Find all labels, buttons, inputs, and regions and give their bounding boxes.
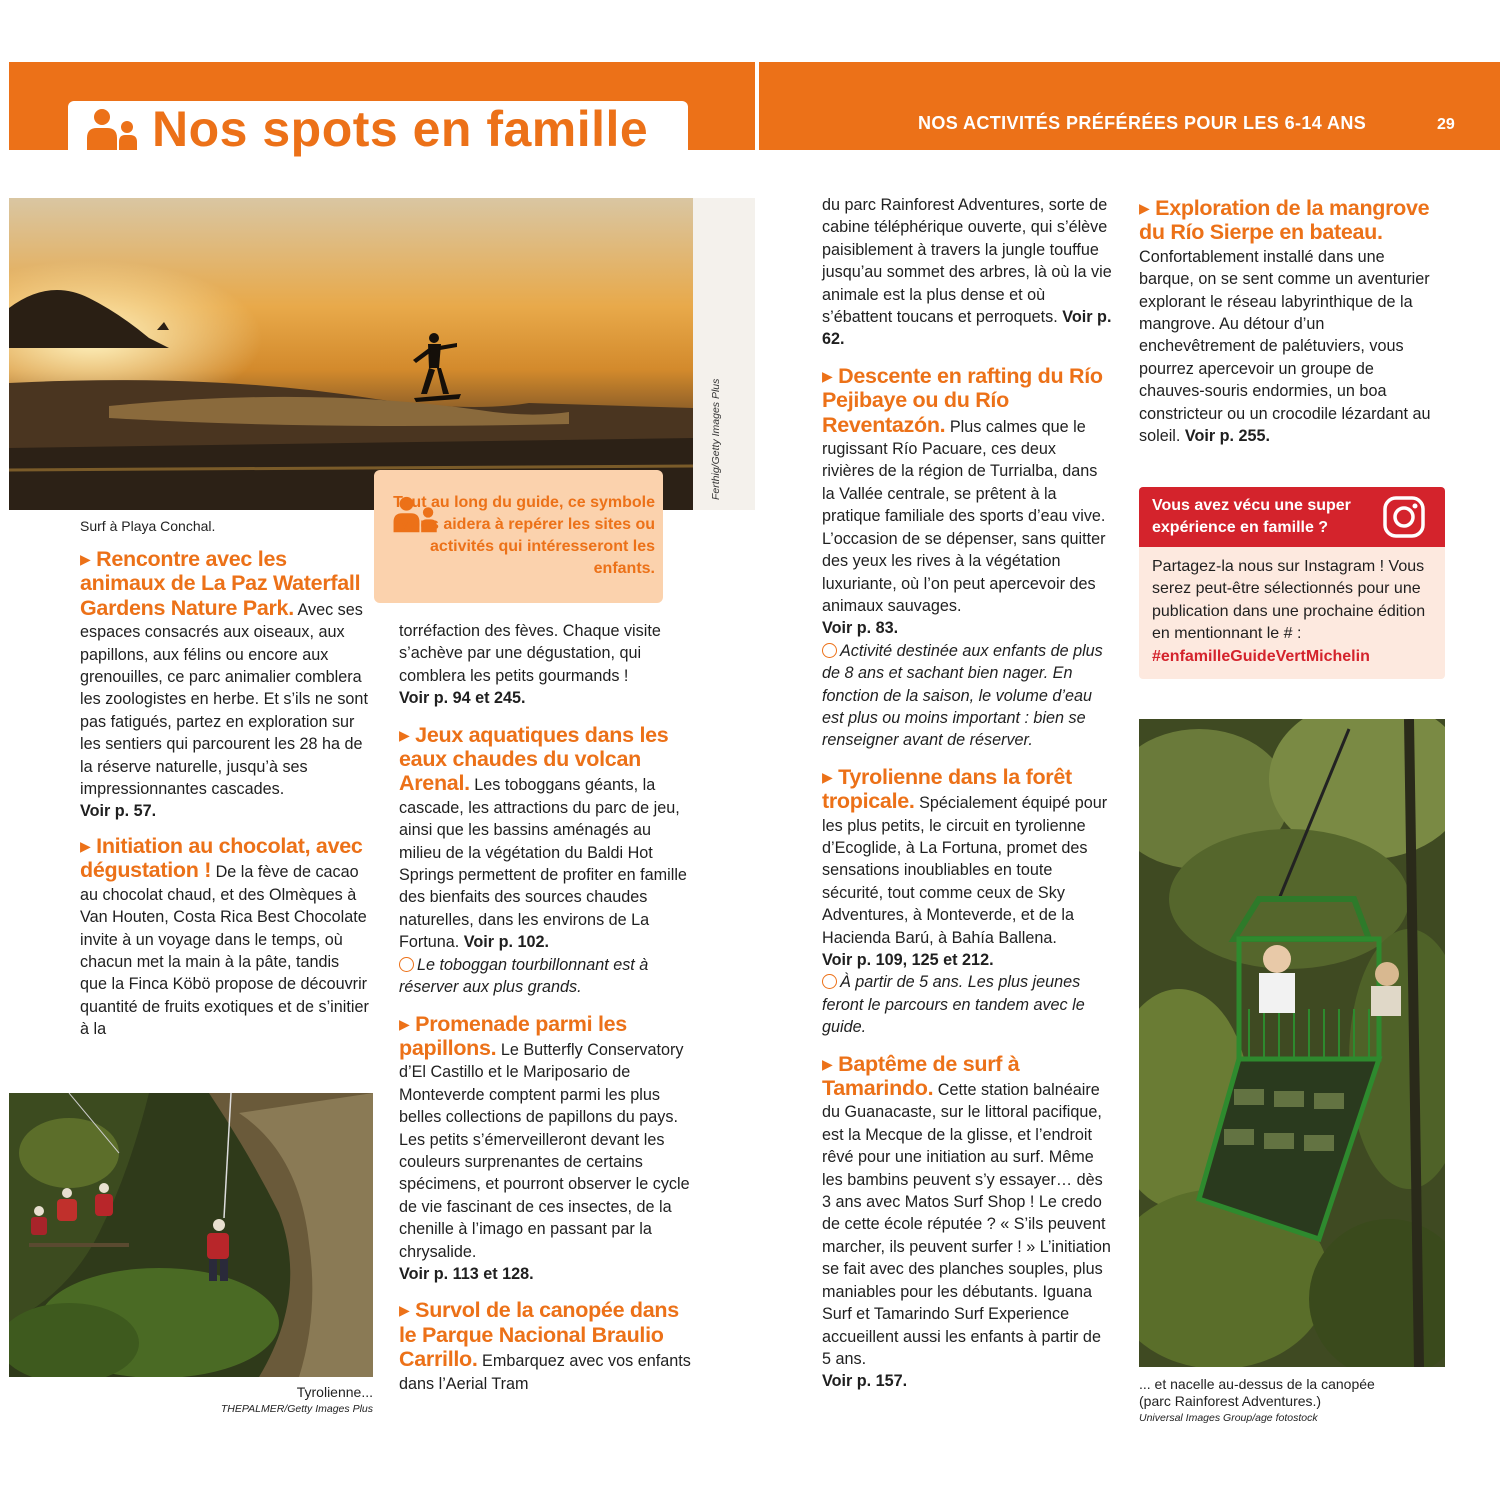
page-reference: Voir p. 113 et 128. xyxy=(399,1264,534,1283)
surf-photo xyxy=(9,198,693,510)
article-canopee-cont xyxy=(822,194,1112,351)
article-heading: ▸ Rencontre avec les animaux de La Paz Waterfall Gardens Nature Park. xyxy=(80,547,361,620)
instagram-title: Vous avez vécu une super expérience en famille ? xyxy=(1152,497,1351,536)
article-body: Confortablement installé dans une barque, on se sent comme un aventurier explorant le réseau labyrinthique de la mangrove. Au détour d’un enchevêtrement de palétuviers, vous pourrez apercevoir un groupe de chauves-souris endormies, un boa constricteur ou un crocodile lézardant au soleil. xyxy=(1139,247,1431,446)
column-4 xyxy=(1139,197,1439,455)
column-3 xyxy=(822,194,1112,1401)
zipline-caption xyxy=(200,1384,373,1418)
article-body: Embarquez avec vos enfants dans l’Aerial Tram xyxy=(399,1352,691,1393)
article-tyrolienne xyxy=(822,766,1112,1039)
article-chocolat-cont xyxy=(399,620,695,710)
article-heading: ▸ Descente en rafting du Río Pejibaye ou du Río Reventazón. xyxy=(822,363,1103,437)
page-reference: Voir p. 157. xyxy=(822,1372,908,1391)
surf-photo-credit: Ferthig/Getty Images Plus xyxy=(710,378,722,500)
surf-photo-strip xyxy=(693,198,755,510)
article-la-paz xyxy=(80,548,370,823)
article-rafting xyxy=(822,365,1112,752)
article-heading: ▸ Promenade parmi les papillons. xyxy=(399,1011,627,1060)
article-heading: ▸ Survol de la canopée dans le Parque Nacional Braulio Carrillo. xyxy=(399,1298,679,1372)
article-note: Le toboggan tourbillonnant est à réserver aux plus grands. xyxy=(399,955,649,997)
page-number: 29 xyxy=(1437,116,1455,133)
instagram-text-body: Partagez-la nous sur Instagram ! Vous serez peut-être sélectionnés pour une publication dans une prochaine édition en mentionnant le # : xyxy=(1152,558,1426,643)
zipline-photo xyxy=(9,1093,373,1377)
page-title: Nos spots en famille xyxy=(152,101,649,157)
header-band-right xyxy=(759,62,1500,150)
article-canopee xyxy=(399,1299,695,1395)
article-note: À partir de 5 ans. Les plus jeunes feront le parcours en tandem avec le guide. xyxy=(822,973,1085,1037)
article-chocolat xyxy=(80,835,370,1041)
article-heading: ▸ Jeux aquatiques dans les eaux chaudes du volcan Arenal. xyxy=(399,722,669,796)
article-body: Les toboggans géants, la cascade, les attractions du parc de jeu, ainsi que les bassins aménagés au milieu de la végétation du Baldi Hot Springs permettent de profiter en famille des bienfaits des sources chaudes naturelles, dans les environs de La Fortuna. xyxy=(399,776,687,952)
instagram-icon[interactable] xyxy=(1382,495,1426,539)
article-body: Le Butterfly Conservatory d’El Castillo et le Mariposario de Monteverde comptent parmi les plus belles collections de papillons du pays. Les petits s’émerveilleront devant les couleurs surprenantes de certains spécimens, et pourront observer le cycle de vie fascinant de ces insectes, de la chenille à l’imago en passant par la chrysalide. xyxy=(399,1040,690,1261)
instagram-hashtag[interactable]: #enfamilleGuideVertMichelin xyxy=(1152,647,1370,665)
article-papillons xyxy=(399,1013,695,1286)
canopy-caption-line1: ... et nacelle au-dessus de la canopée xyxy=(1139,1376,1375,1392)
canopy-credit: Universal Images Group/age fotostock xyxy=(1139,1412,1318,1424)
canopy-tram-image xyxy=(1139,719,1445,1367)
surf-caption: Surf à Playa Conchal. xyxy=(80,518,216,534)
article-mangrove xyxy=(1139,197,1439,447)
article-body: du parc Rainforest Adventures, sorte de cabine téléphérique ouverte, qui s’élève paisiblement à travers la jungle touffue jusqu’au sommet des arbres, là où la vie animale est la plus dense et où s’ébattent toucans et perroquets. xyxy=(822,196,1112,327)
column-2 xyxy=(399,620,695,1403)
article-body: Avec ses espaces consacrés aux oiseaux, aux papillons, aux félins ou encore aux grenouilles, ce parc animalier comblera les zoologistes en herbe. Et s’ils ne sont pas fatigués, partez en exploration sur les sentiers qui parcourent les 28 ha de la réserve naturelle, jusqu’à ses impressionnantes cascades. xyxy=(80,600,368,799)
page-reference: Voir p. 109, 125 et 212. xyxy=(822,951,994,969)
surf-sunset-image xyxy=(9,198,693,510)
page-reference: Voir p. 57. xyxy=(80,802,157,821)
section-subtitle: NOS ACTIVITÉS PRÉFÉRÉES POUR LES 6-14 ANS xyxy=(918,113,1367,133)
canopy-caption-line2: (parc Rainforest Adventures.) xyxy=(1139,1393,1322,1409)
article-note: Activité destinée aux enfants de plus de 8 ans et sachant bien nager. En fonction de la saison, le volume d’eau est plus ou moins important : bien se renseigner avant de réserver. xyxy=(822,641,1103,750)
article-body: Cette station balnéaire du Guanacaste, sur le littoral pacifique, est la Mecque de la glisse, et l’endroit rêvé pour une initiation au surf. Même les bambins peuvent s’y essayer… dès 3 ans avec Matos Surf Shop ! Le credo de cette école réputée ? « S’ils peuvent marcher, ils peuvent surfer ! » L’initiation se fait avec des planches souples, plus maniables pour les débutants. Iguana Surf et Tamarindo Surf Experience accueillent aussi les enfants à partir de 5 ans. xyxy=(822,1081,1111,1368)
article-surf xyxy=(822,1053,1112,1393)
article-body: Spécialement équipé pour les plus petits, le circuit en tyrolienne d’Ecoglide, à La Fortuna, promet des sensations inoubliables en toute sécurité, tout comme ceux de Sky Adventures, à Monteverde, et de la Hacienda Barú, à Bahía Ballena. xyxy=(822,794,1108,947)
article-body: De la fève de cacao au chocolat chaud, et des Olmèques à Van Houten, Costa Rica Best Chocolate invite à un voyage dans le temps, où chacun met la main à la pâte, tandis que la Finca Köbö propose de découvrir quantité de fruits exotiques et de s’initier à la xyxy=(80,863,369,1039)
zipline-forest-image xyxy=(9,1093,373,1377)
column-1 xyxy=(80,548,370,1049)
page-reference: Voir p. 255. xyxy=(1184,427,1271,446)
kid-face-icon xyxy=(822,643,837,658)
article-heading: ▸ Exploration de la mangrove du Río Sierpe en bateau. xyxy=(1139,196,1430,245)
article-heading: ▸ Tyrolienne dans la forêt tropicale. xyxy=(822,764,1072,814)
instagram-text xyxy=(1152,556,1442,668)
tip-text: Tout au long du guide, ce symbole vous aidera à repérer les sites ou activités qui intéresseront les enfants. xyxy=(393,494,655,577)
article-body: torréfaction des fèves. Chaque visite s’achève par une dégustation, qui comblera les petits gourmands ! xyxy=(399,622,661,685)
article-body: Plus calmes que le rugissant Río Pacuare, ces deux rivières de la région de Turrialba, dans la Vallée centrale, se prêtent à la pratique familiale des sports d’eau vive. L’occasion de se dépenser, sans quitter des yeux les rives à la végétation luxuriante, où l’on peut apercevoir des animaux sauvages. xyxy=(822,417,1106,615)
canopy-photo xyxy=(1139,719,1445,1367)
kid-face-icon xyxy=(822,974,837,989)
page-reference: Voir p. 102. xyxy=(463,933,549,952)
kid-face-icon xyxy=(399,957,414,972)
family-icon xyxy=(85,108,141,152)
article-arenal xyxy=(399,724,695,999)
page-reference: Voir p. 83. xyxy=(822,619,899,638)
zipline-credit: THEPALMER/Getty Images Plus xyxy=(220,1403,373,1415)
page-reference: Voir p. 62. xyxy=(822,308,1112,349)
page-reference: Voir p. 94 et 245. xyxy=(399,689,526,708)
zipline-caption-text: Tyrolienne... xyxy=(296,1384,373,1400)
canopy-caption xyxy=(1139,1376,1445,1427)
article-heading: ▸ Baptême de surf à Tamarindo. xyxy=(822,1051,1020,1101)
article-heading: ▸ Initiation au chocolat, avec dégustation ! xyxy=(80,833,363,883)
